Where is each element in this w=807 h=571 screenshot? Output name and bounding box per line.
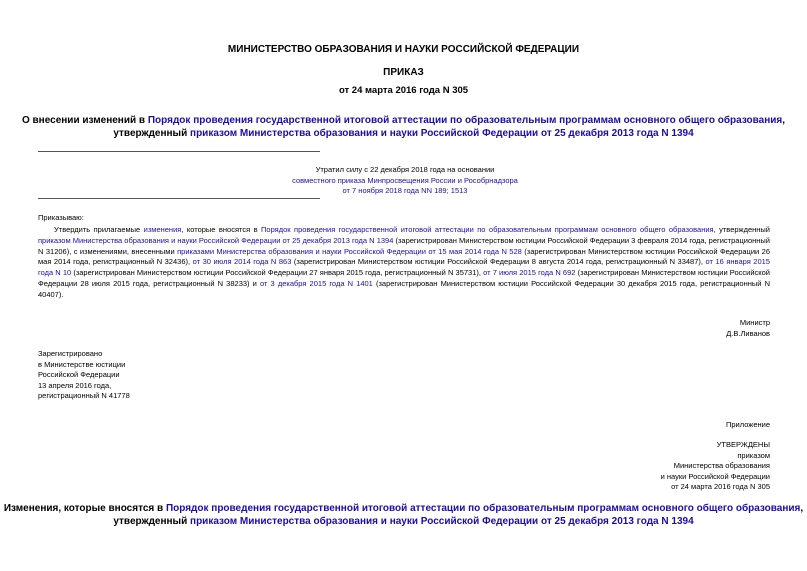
registration-line: Зарегистрировано — [38, 349, 103, 358]
title2-text: , — [800, 503, 804, 514]
divider-bottom — [38, 198, 320, 199]
registration-line: Российской Федерации — [38, 370, 120, 379]
title-text: утвержденный — [113, 128, 191, 139]
body-text: (зарегистрирован Министерством юстиции Российской Федерации 3 февраля 2014 года, регистрационный N 31206), с изменениями, внесенными — [38, 235, 770, 256]
registration-line: регистрационный N 41778 — [38, 391, 130, 400]
body-text: , которые вносятся в — [181, 225, 262, 234]
title-text: О внесении изменений в — [21, 115, 148, 126]
registration-line: в Министерстве юстиции — [38, 359, 126, 369]
doc-type-heading: ПРИКАЗ — [383, 67, 424, 78]
lost-force-link-date[interactable]: от 7 ноября 2018 года NN 189; 1513 — [342, 186, 468, 195]
approved-line: от 24 марта 2016 года N 305 — [671, 482, 770, 491]
title-link-procedure[interactable]: Порядок проведения государственной итоговой аттестации по образовательным программам основного общего образования — [147, 115, 783, 126]
body-link-order-1394[interactable]: приказом Министерства образования и науки Российской Федерации от 25 декабря 2013 года N 1394 — [38, 235, 394, 245]
body-text: (зарегистрирован Министерством юстиции Российской Федерации 26 мая 2014 года, регистрационный N 32436), — [38, 246, 771, 267]
body-text: (зарегистрирован Министерством юстиции Российской Федерации 30 декабря 2015 года, регистрационный N 40407). — [38, 278, 771, 299]
title2-link-order[interactable]: приказом Министерства образования и науки Российской Федерации от 25 декабря 2013 года N 1394 — [190, 516, 694, 527]
lost-force-text: Утратил силу с 22 декабря 2018 года на основании — [315, 165, 495, 174]
title-text: , — [782, 115, 786, 126]
approved-heading: УТВЕРЖДЕНЫ — [716, 440, 770, 449]
appendix-label: Приложение — [726, 420, 770, 429]
approved-line: и науки Российской Федерации — [660, 471, 770, 481]
signature-block — [726, 318, 770, 339]
body-link-order-863[interactable]: от 30 июля 2014 года N 863 — [192, 257, 292, 267]
body-text: (зарегистрирован Министерством юстиции Российской Федерации 27 января 2015 года, регистрационный N 35731), — [71, 268, 484, 278]
body-text: (зарегистрирован Министерством юстиции Российской Федерации 28 июля 2015 года, регистрационный N 38233) и — [38, 268, 770, 288]
approved-line: приказом — [737, 450, 770, 460]
title2-link-procedure[interactable]: Порядок проведения государственной итоговой аттестации по образовательным программам основного общего образования — [165, 503, 801, 514]
body-text: , утвержденный — [713, 225, 770, 234]
main-paragraph — [38, 225, 770, 301]
title2-text: утвержденный — [113, 516, 191, 527]
doc-date: от 24 марта 2016 года N 305 — [338, 85, 469, 96]
approved-block — [661, 440, 770, 493]
body-link-order-692[interactable]: от 7 июля 2015 года N 692 — [483, 268, 576, 278]
title-link-order[interactable]: приказом Министерства образования и науки Российской Федерации от 25 декабря 2013 года N 1394 — [190, 128, 694, 139]
body-link-order-528[interactable]: приказами Министерства образования и науки Российской Федерации от 15 мая 2014 года N 528 — [177, 246, 522, 256]
body-text: (зарегистрирован Министерством юстиции Российской Федерации 8 августа 2014 года, регистрационный N 33487), — [291, 257, 706, 267]
registration-block — [38, 349, 130, 402]
registration-line: 13 апреля 2016 года, — [38, 380, 112, 390]
divider-top — [38, 151, 320, 152]
title2-text: Изменения, которые вносятся в — [3, 503, 166, 514]
lost-force-link-order[interactable]: совместного приказа Минпросвещения России и Рособрнадзора — [292, 175, 518, 185]
doc-title — [0, 114, 807, 140]
body-link-changes[interactable]: изменения — [143, 225, 182, 234]
ministry-heading: МИНИСТЕРСТВО ОБРАЗОВАНИЯ И НАУКИ РОССИЙСКОЙ ФЕДЕРАЦИИ — [227, 44, 580, 55]
signature-position: Министр — [739, 318, 770, 327]
approved-line: Министерства образования — [673, 461, 770, 470]
prikazyvayu: Приказываю: — [38, 213, 84, 222]
body-link-procedure[interactable]: Порядок проведения государственной итоговой аттестации по образовательным программам основного общего образования — [261, 225, 714, 234]
body-link-order-1401[interactable]: от 3 декабря 2015 года N 1401 — [259, 278, 373, 288]
changes-title — [0, 502, 807, 528]
signature-name: Д.В.Ливанов — [726, 328, 770, 338]
body-text: Утвердить прилагаемые — [54, 225, 144, 234]
body-link-order-10[interactable]: от 16 января 2015 года N 10 — [38, 257, 770, 278]
lost-force-note — [230, 165, 580, 197]
